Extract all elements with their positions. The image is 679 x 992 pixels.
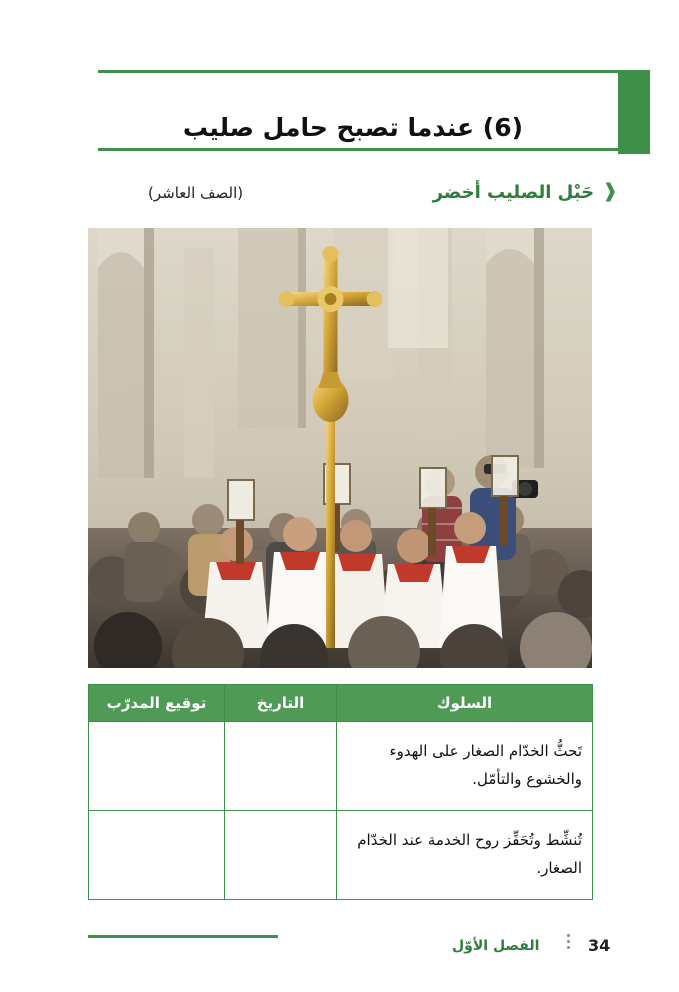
procession-photo bbox=[88, 228, 592, 668]
signature-cell[interactable] bbox=[89, 811, 225, 900]
date-cell[interactable] bbox=[225, 722, 337, 811]
footer-page-number: 34 bbox=[588, 936, 611, 955]
subtitle-grade: (الصف العاشر) bbox=[148, 183, 244, 202]
footer-chapter-label: الفصل الأوّل bbox=[452, 938, 540, 954]
behavior-cell: تُنشِّط وتُحَفِّز روح الخدمة عند الخدّام الصغار. bbox=[337, 811, 593, 900]
column-header-signature: توقيع المدرّب bbox=[89, 685, 225, 722]
page-title: (6) عندما تصبح حامل صليب bbox=[182, 113, 524, 143]
table-row bbox=[89, 722, 593, 811]
table-header bbox=[89, 685, 593, 722]
chevron-left-icon: ❰ bbox=[602, 180, 618, 202]
table-row bbox=[89, 811, 593, 900]
table-body bbox=[89, 722, 593, 900]
column-header-behavior: السلوك bbox=[337, 685, 593, 722]
signature-cell[interactable] bbox=[89, 722, 225, 811]
footer-rule bbox=[88, 935, 278, 938]
column-header-date: التاريخ bbox=[225, 685, 337, 722]
footer-dots-decoration bbox=[566, 934, 570, 949]
subtitle-row bbox=[88, 182, 618, 203]
behavior-cell: تَحثُّ الخدّام الصغار على الهدوء والخشوع والتأمّل. bbox=[337, 722, 593, 811]
subtitle-text: حَبْل الصليب أخضر bbox=[432, 182, 595, 203]
subtitle-main bbox=[433, 182, 618, 203]
header-rule-top bbox=[98, 70, 618, 73]
procession-photo-graphic bbox=[88, 228, 592, 668]
behavior-table bbox=[88, 684, 593, 900]
table-header-row bbox=[89, 685, 593, 722]
header-accent-block bbox=[618, 70, 650, 154]
date-cell[interactable] bbox=[225, 811, 337, 900]
